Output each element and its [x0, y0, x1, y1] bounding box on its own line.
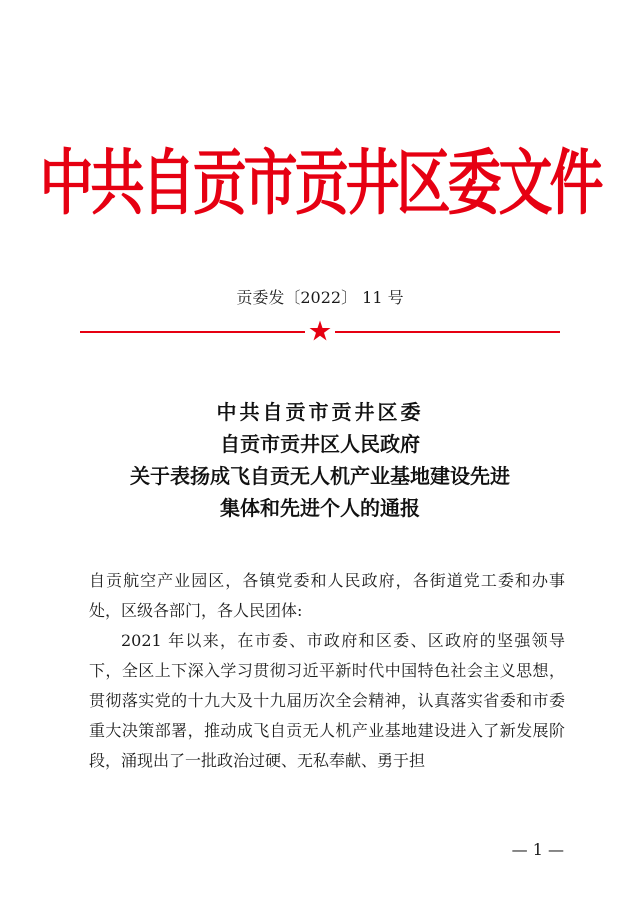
divider-line-right: [335, 331, 560, 333]
document-title: [0, 396, 640, 524]
document-number: 贡委发〔2022〕 11 号: [236, 288, 404, 307]
title-line: 自贡市贡井区人民政府: [220, 432, 420, 456]
document-masthead: 中共自贡市贡井区委文件: [39, 141, 601, 225]
salutation: 自贡航空产业园区，各镇党委和人民政府，各街道党工委和办事处，区级各部门，各人民团体:: [89, 571, 565, 620]
red-divider: [80, 331, 560, 333]
title-line: 中共自贡市贡井区委: [216, 400, 424, 424]
divider-line-left: [80, 331, 305, 333]
page-number: — 1 —: [511, 840, 564, 859]
title-line: 关于表扬成飞自贡无人机产业基地建设先进: [130, 464, 510, 488]
star-icon: [309, 320, 331, 342]
body-paragraph: 2021 年以来，在市委、市政府和区委、区政府的坚强领导下，全区上下深入学习贯彻习近平新时代中国特色社会主义思想，贯彻落实党的十九大及十九届历次全会精神，认真落实省委和市委重大决策部署，推动成飞自贡无人机产业基地建设进入了新发展阶段，涌现出了一批政治过硬、无私奉献、勇于担: [89, 631, 565, 770]
title-line: 集体和先进个人的通报: [220, 496, 420, 520]
document-body: [89, 566, 565, 776]
